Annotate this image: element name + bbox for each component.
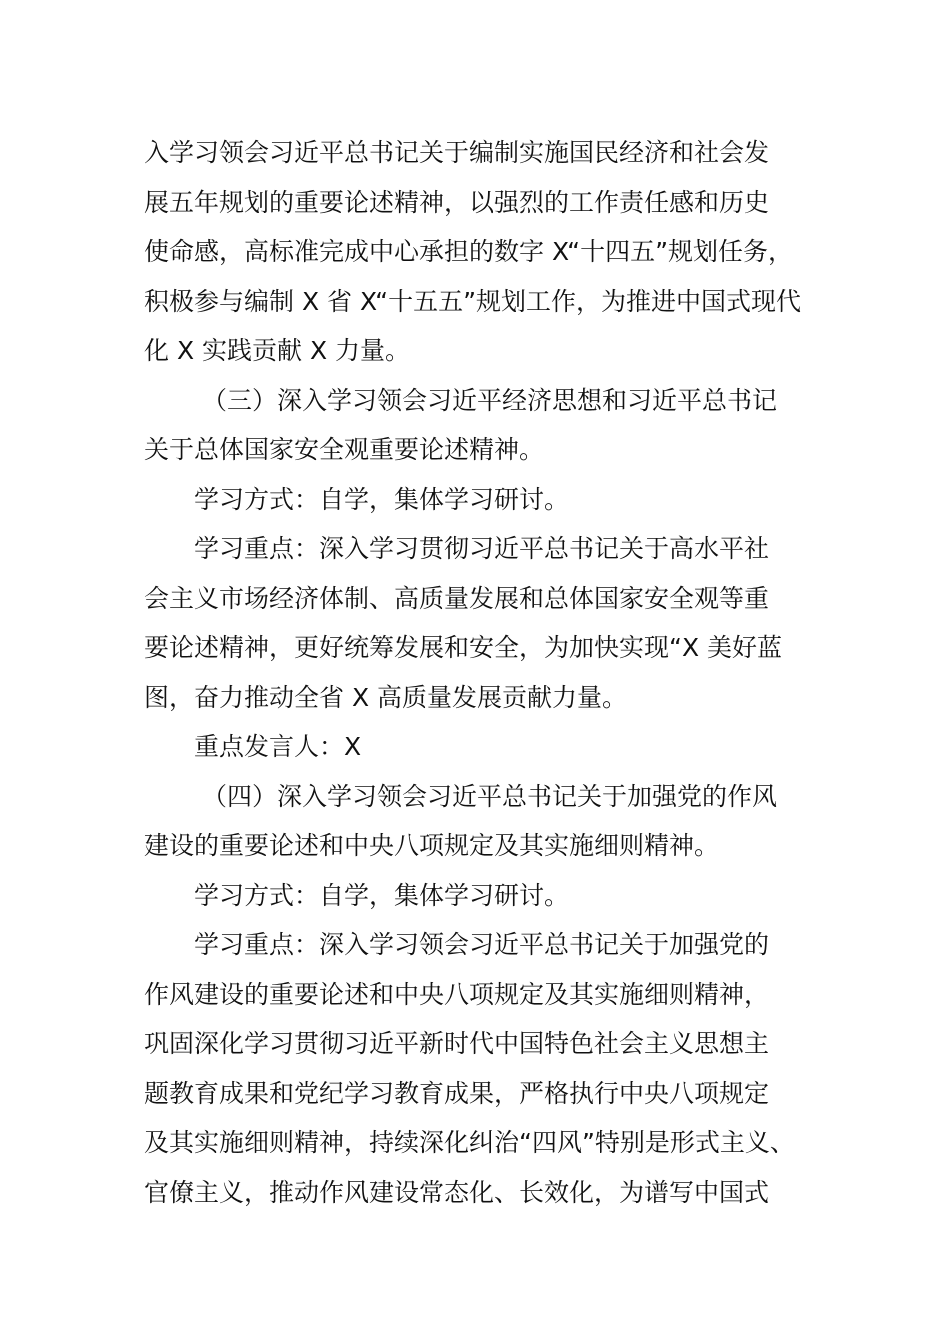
- study-focus-4-line-6: 官僚主义，推动作风建设常态化、长效化，为谱写中国式: [144, 1177, 770, 1207]
- body-line-2: 展五年规划的重要论述精神，以强烈的工作责任感和历史: [144, 187, 770, 217]
- study-focus-4-line-4: 题教育成果和党纪学习教育成果，严格执行中央八项规定: [144, 1078, 770, 1108]
- document-body: [144, 128, 806, 1217]
- study-focus-4: 学习重点：深入学习领会习近平总书记关于加强党的: [194, 930, 770, 959]
- body-line-5: 化 X 实践贡献 X 力量。: [144, 336, 411, 365]
- study-focus-4-line-2: 作风建设的重要论述和中央八项规定及其实施细则精神，: [144, 979, 770, 1009]
- section-heading-3-continued: 关于总体国家安全观重要论述精神。: [144, 435, 545, 464]
- section-heading-4: （四）深入学习领会习近平总书记关于加强党的作风: [202, 781, 778, 811]
- body-line-4: 积极参与编制 X 省 X“十五五”规划工作，为推进中国式现代: [144, 286, 802, 316]
- study-focus-4-line-5: 及其实施细则精神，持续深化纠治“四风”特别是形式主义、: [144, 1128, 795, 1157]
- section-heading-3: （三）深入学习领会习近平经济思想和习近平总书记: [202, 385, 778, 415]
- body-line-1: 入学习领会习近平总书记关于编制实施国民经济和社会发: [144, 138, 770, 167]
- study-focus-3-line-4: 图，奋力推动全省 X 高质量发展贡献力量。: [144, 682, 628, 712]
- body-line-3: 使命感，高标准完成中心承担的数字 X“十四五”规划任务，: [144, 237, 794, 266]
- study-method-3: 学习方式：自学，集体学习研讨。: [194, 484, 570, 514]
- study-focus-3-line-2: 会主义市场经济体制、高质量发展和总体国家安全观等重: [144, 583, 770, 613]
- study-method-4: 学习方式：自学，集体学习研讨。: [194, 880, 570, 910]
- study-focus-3: 学习重点：深入学习贯彻习近平总书记关于高水平社: [194, 534, 770, 563]
- study-focus-4-line-3: 巩固深化学习贯彻习近平新时代中国特色社会主义思想主: [144, 1029, 770, 1058]
- key-speaker-3: 重点发言人：X: [194, 732, 362, 761]
- study-focus-3-line-3: 要论述精神，更好统筹发展和安全，为加快实现“X 美好蓝: [144, 633, 783, 662]
- section-heading-4-continued: 建设的重要论述和中央八项规定及其实施细则精神。: [144, 831, 720, 860]
